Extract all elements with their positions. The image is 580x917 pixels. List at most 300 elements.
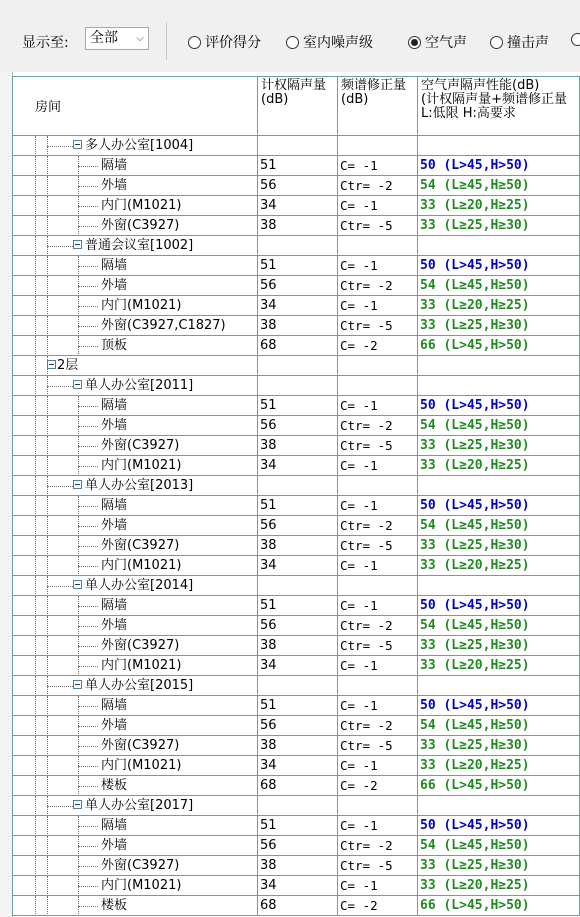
floor-row[interactable] [12,356,580,376]
room-label: 内门(M1021) [101,458,182,473]
tree-line [35,416,36,435]
table-row[interactable] [12,896,580,916]
spectrum-adj-cell [338,676,418,695]
room-group-row[interactable] [12,476,580,496]
airborne-performance-cell: 50 (L>45,H>50) [418,256,580,275]
tree-line [47,456,48,475]
room-label: 隔墙 [101,598,128,613]
tree-line [35,556,36,575]
tree-line [47,416,48,435]
table-row[interactable] [12,816,580,836]
spectrum-adj-cell: C= -1 [338,256,418,275]
tree-line [35,596,36,615]
spectrum-adj-cell: Ctr= -2 [338,516,418,535]
tree-line [35,736,36,755]
toolbar [0,0,580,72]
table-row[interactable] [12,416,580,436]
airborne-performance-cell: 50 (L>45,H>50) [418,596,580,615]
column-header-spectrum-adj[interactable] [338,76,418,136]
room-cell [12,636,258,655]
stc-cell: 38 [258,436,338,455]
tree-line [35,456,36,475]
tree-line [35,256,36,275]
airborne-performance-cell: 33 (L≥25,H≥30) [418,636,580,655]
tree-line [47,776,48,795]
tree-line [47,176,48,195]
tree-line [47,246,73,247]
airborne-performance-cell: 33 (L≥20,H≥25) [418,656,580,675]
spectrum-adj-cell: Ctr= -2 [338,716,418,735]
tree-line [47,636,48,655]
spectrum-adj-cell [338,476,418,495]
stc-cell [258,136,338,155]
spectrum-adj-cell: Ctr= -5 [338,536,418,555]
tree-line [47,316,48,335]
display-level-select[interactable] [85,27,149,50]
room-cell [12,156,258,175]
airborne-performance-cell: 54 (L≥45,H≥50) [418,836,580,855]
stc-cell: 51 [258,696,338,715]
airborne-performance-cell: 50 (L>45,H>50) [418,156,580,175]
room-cell [12,476,258,495]
room-cell [12,456,258,475]
room-label: 单人办公室[2011] [85,378,194,393]
spectrum-adj-cell: C= -1 [338,156,418,175]
table-row[interactable] [12,456,580,476]
room-cell [12,736,258,755]
tree-line [78,526,98,527]
stc-cell: 34 [258,456,338,475]
spectrum-adj-cell: C= -1 [338,596,418,615]
room-label: 外墙 [101,518,128,533]
tree-line [47,496,48,515]
room-label: 外墙 [101,718,128,733]
tree-line [47,146,73,147]
table-row[interactable] [12,776,580,796]
room-cell [12,396,258,415]
tree-line [35,816,36,835]
stc-cell: 51 [258,496,338,515]
airborne-performance-cell: 33 (L≥25,H≥30) [418,216,580,235]
tree-line [47,336,48,355]
airborne-performance-cell [418,476,580,495]
spectrum-adj-cell: C= -2 [338,896,418,915]
room-label: 单人办公室[2014] [85,578,194,593]
room-group-row[interactable] [12,376,580,396]
tree-line [35,656,36,675]
tree-line [47,856,48,875]
tree-line [78,206,98,207]
tree-line [78,886,98,887]
spectrum-adj-cell: Ctr= -2 [338,276,418,295]
tree-line [35,576,36,595]
table-row[interactable] [12,176,580,196]
airborne-performance-cell: 50 (L>45,H>50) [418,496,580,515]
table-row[interactable] [12,756,580,776]
tree-line [47,756,48,775]
tree-line [47,736,48,755]
tree-line [78,566,98,567]
tree-line [35,796,36,815]
tree-line [78,166,98,167]
stc-cell: 51 [258,396,338,415]
spectrum-adj-cell: C= -1 [338,556,418,575]
room-cell [12,376,258,395]
tree-line [47,586,73,587]
room-label: 外窗(C3927) [101,438,180,453]
spectrum-adj-cell [338,576,418,595]
room-label: 隔墙 [101,158,128,173]
stc-cell: 34 [258,296,338,315]
display-level-value: 全部 [90,30,118,46]
spectrum-adj-cell: Ctr= -5 [338,856,418,875]
column-header-room[interactable] [12,76,258,136]
tree-line [35,716,36,735]
airborne-performance-cell: 33 (L≥20,H≥25) [418,456,580,475]
tree-line [47,616,48,635]
stc-cell: 34 [258,756,338,775]
spectrum-adj-cell: Ctr= -5 [338,216,418,235]
radio-circle-checked-icon [408,36,421,49]
room-cell [12,516,258,535]
tree-line [35,436,36,455]
spectrum-adj-cell [338,136,418,155]
room-group-row[interactable] [12,136,580,156]
collapse-toggle-icon[interactable] [73,240,82,249]
room-label: 外窗(C3927) [101,738,180,753]
spectrum-adj-cell: C= -1 [338,876,418,895]
tree-line [78,706,98,707]
room-cell [12,656,258,675]
stc-cell: 38 [258,316,338,335]
tree-line [47,436,48,455]
room-label: 内门(M1021) [101,558,182,573]
table-row[interactable] [12,536,580,556]
airborne-performance-cell [418,376,580,395]
tree-line [78,306,98,307]
tree-line [78,506,98,507]
spectrum-adj-cell: Ctr= -2 [338,836,418,855]
radio-label: 评价得分 [205,35,261,51]
airborne-performance-cell: 33 (L≥25,H≥30) [418,736,580,755]
table-row[interactable] [12,856,580,876]
table-row[interactable] [12,316,580,336]
tree-line [47,156,48,175]
tree-line [78,646,98,647]
stc-cell: 51 [258,256,338,275]
table-row[interactable] [12,516,580,536]
table-row[interactable] [12,636,580,656]
room-cell [12,596,258,615]
room-label: 单人办公室[2017] [85,798,194,813]
tree-line [35,316,36,335]
tree-line [35,216,36,235]
chevron-down-icon: ⌵ [136,33,144,44]
tree-line [35,536,36,555]
collapse-toggle-icon[interactable] [47,360,56,369]
radio-next-partial[interactable] [571,32,580,48]
stc-cell [258,376,338,395]
room-label: 内门(M1021) [101,658,182,673]
spectrum-adj-cell: C= -1 [338,196,418,215]
room-cell [12,836,258,855]
room-label: 内门(M1021) [101,878,182,893]
tree-line [35,856,36,875]
collapse-toggle-icon[interactable] [73,380,82,389]
radio-impact-sound[interactable] [490,32,549,52]
stc-cell: 34 [258,656,338,675]
spectrum-adj-cell: Ctr= -5 [338,636,418,655]
column-header-adj-label: 频谱修正量(dB) [341,78,407,107]
room-cell [12,216,258,235]
tree-line [47,216,48,235]
spectrum-adj-cell: Ctr= -2 [338,616,418,635]
stc-cell [258,796,338,815]
airborne-performance-cell: 54 (L≥45,H≥50) [418,276,580,295]
tree-line [35,876,36,895]
airborne-performance-cell [418,576,580,595]
collapse-toggle-icon[interactable] [73,680,82,689]
radio-rating-score[interactable] [188,32,261,52]
room-label: 楼板 [101,778,128,793]
room-cell [12,856,258,875]
room-label: 隔墙 [101,398,128,413]
airborne-performance-cell [418,356,580,375]
spectrum-adj-cell [338,356,418,375]
airborne-performance-cell [418,136,580,155]
stc-cell [258,476,338,495]
tree-line [35,176,36,195]
airborne-performance-cell: 33 (L≥25,H≥30) [418,856,580,875]
tree-line [35,756,36,775]
tree-line [47,656,48,675]
stc-cell: 51 [258,596,338,615]
room-group-row[interactable] [12,236,580,256]
airborne-performance-cell: 33 (L≥25,H≥30) [418,316,580,335]
room-label: 外墙 [101,178,128,193]
room-label: 多人办公室[1004] [85,138,194,153]
tree-line [78,906,98,907]
table-row[interactable] [12,496,580,516]
room-cell [12,876,258,895]
tree-line [35,496,36,515]
table-row[interactable] [12,296,580,316]
spectrum-adj-cell: C= -1 [338,296,418,315]
radio-circle-icon [286,36,299,49]
airborne-performance-cell [418,236,580,255]
airborne-performance-cell: 33 (L≥20,H≥25) [418,756,580,775]
display-level-label: 显示至: [22,35,69,51]
spectrum-adj-cell [338,236,418,255]
tree-line [35,156,36,175]
results-grid [0,72,580,917]
table-row[interactable] [12,196,580,216]
tree-line [35,196,36,215]
table-row[interactable] [12,396,580,416]
airborne-performance-cell: 54 (L≥45,H≥50) [418,416,580,435]
stc-cell [258,356,338,375]
column-header-stc[interactable] [258,76,338,136]
radio-indoor-noise[interactable] [286,32,373,52]
table-row[interactable] [12,656,580,676]
table-row[interactable] [12,836,580,856]
table-row[interactable] [12,696,580,716]
table-row[interactable] [12,596,580,616]
stc-cell: 56 [258,836,338,855]
tree-line [78,846,98,847]
collapse-toggle-icon[interactable] [73,580,82,589]
toolbar-divider [166,22,167,60]
room-label: 外窗(C3927) [101,638,180,653]
room-label: 楼板 [101,898,128,913]
tree-line [78,546,98,547]
table-row[interactable] [12,616,580,636]
stc-cell [258,576,338,595]
spectrum-adj-cell: C= -2 [338,336,418,355]
stc-cell: 56 [258,516,338,535]
column-header-stc-label: 计权隔声量(dB) [261,78,327,107]
room-cell [12,576,258,595]
column-header-perf-line3: L:低限 H:高要求 [421,106,516,121]
tree-line [35,516,36,535]
airborne-performance-cell [418,796,580,815]
stc-cell: 56 [258,176,338,195]
tree-line [35,276,36,295]
spectrum-adj-cell: Ctr= -5 [338,436,418,455]
room-cell [12,356,258,375]
radio-label: 空气声 [425,35,467,51]
tree-line [35,336,36,355]
tree-line [78,666,98,667]
tree-line [78,326,98,327]
table-row[interactable] [12,336,580,356]
room-cell [12,556,258,575]
room-cell [12,276,258,295]
spectrum-adj-cell: C= -1 [338,456,418,475]
column-header-perf-line2: (计权隔声量+频谱修正量 [421,92,567,107]
table-row[interactable] [12,736,580,756]
collapse-toggle-icon[interactable] [73,480,82,489]
tree-line [35,896,36,915]
radio-airborne-sound[interactable] [408,32,467,52]
airborne-performance-cell: 50 (L>45,H>50) [418,816,580,835]
room-cell [12,256,258,275]
tree-line [47,876,48,895]
table-row[interactable] [12,156,580,176]
room-label: 内门(M1021) [101,758,182,773]
stc-cell [258,676,338,695]
radio-circle-icon [571,33,580,46]
spectrum-adj-cell: C= -1 [338,696,418,715]
table-row[interactable] [12,556,580,576]
room-cell [12,676,258,695]
stc-cell: 38 [258,536,338,555]
tree-line [35,836,36,855]
room-cell [12,816,258,835]
table-row[interactable] [12,716,580,736]
tree-line [78,186,98,187]
tree-line [35,676,36,695]
room-group-row[interactable] [12,676,580,696]
stc-cell: 51 [258,156,338,175]
table-row[interactable] [12,436,580,456]
tree-line [47,836,48,855]
table-row[interactable] [12,276,580,296]
tree-line [35,376,36,395]
room-label: 外窗(C3927) [101,538,180,553]
room-cell [12,756,258,775]
stc-cell: 38 [258,216,338,235]
collapse-toggle-icon[interactable] [73,800,82,809]
tree-line [47,256,48,275]
tree-line [47,396,48,415]
tree-line [47,196,48,215]
room-label: 内门(M1021) [101,198,182,213]
spectrum-adj-cell: Ctr= -2 [338,416,418,435]
airborne-performance-cell: 54 (L≥45,H≥50) [418,716,580,735]
room-cell [12,896,258,915]
airborne-performance-cell: 33 (L≥20,H≥25) [418,296,580,315]
stc-cell: 68 [258,336,338,355]
stc-cell: 34 [258,196,338,215]
table-row[interactable] [12,876,580,896]
tree-line [78,286,98,287]
airborne-performance-cell: 33 (L≥20,H≥25) [418,196,580,215]
airborne-performance-cell: 33 (L≥25,H≥30) [418,536,580,555]
tree-line [35,396,36,415]
airborne-performance-cell: 50 (L>45,H>50) [418,696,580,715]
room-cell [12,696,258,715]
tree-line [78,746,98,747]
airborne-performance-cell: 54 (L≥45,H≥50) [418,176,580,195]
room-group-row[interactable] [12,796,580,816]
stc-cell: 68 [258,776,338,795]
tree-line [78,266,98,267]
tree-line [47,896,48,915]
tree-line [47,556,48,575]
tree-line [47,596,48,615]
table-row[interactable] [12,256,580,276]
spectrum-adj-cell: C= -1 [338,396,418,415]
radio-circle-icon [490,36,503,49]
room-label: 外窗(C3927) [101,858,180,873]
airborne-performance-cell [418,676,580,695]
room-cell [12,196,258,215]
spectrum-adj-cell [338,376,418,395]
stc-cell: 34 [258,876,338,895]
tree-line [78,726,98,727]
room-cell [12,176,258,195]
room-group-row[interactable] [12,576,580,596]
tree-line [47,806,73,807]
stc-cell: 56 [258,616,338,635]
tree-line [35,616,36,635]
airborne-performance-cell: 66 (L>45,H>50) [418,896,580,915]
room-cell [12,436,258,455]
room-label: 外窗(C3927,C1827) [101,318,226,333]
column-header-airborne-performance[interactable] [418,76,580,136]
room-cell [12,416,258,435]
airborne-performance-cell: 33 (L≥25,H≥30) [418,436,580,455]
room-label: 隔墙 [101,498,128,513]
collapse-toggle-icon[interactable] [73,140,82,149]
column-header-room-label: 房间 [35,100,62,115]
room-label: 单人办公室[2015] [85,678,194,693]
table-row[interactable] [12,216,580,236]
room-cell [12,796,258,815]
stc-cell: 56 [258,416,338,435]
room-label: 外墙 [101,278,128,293]
